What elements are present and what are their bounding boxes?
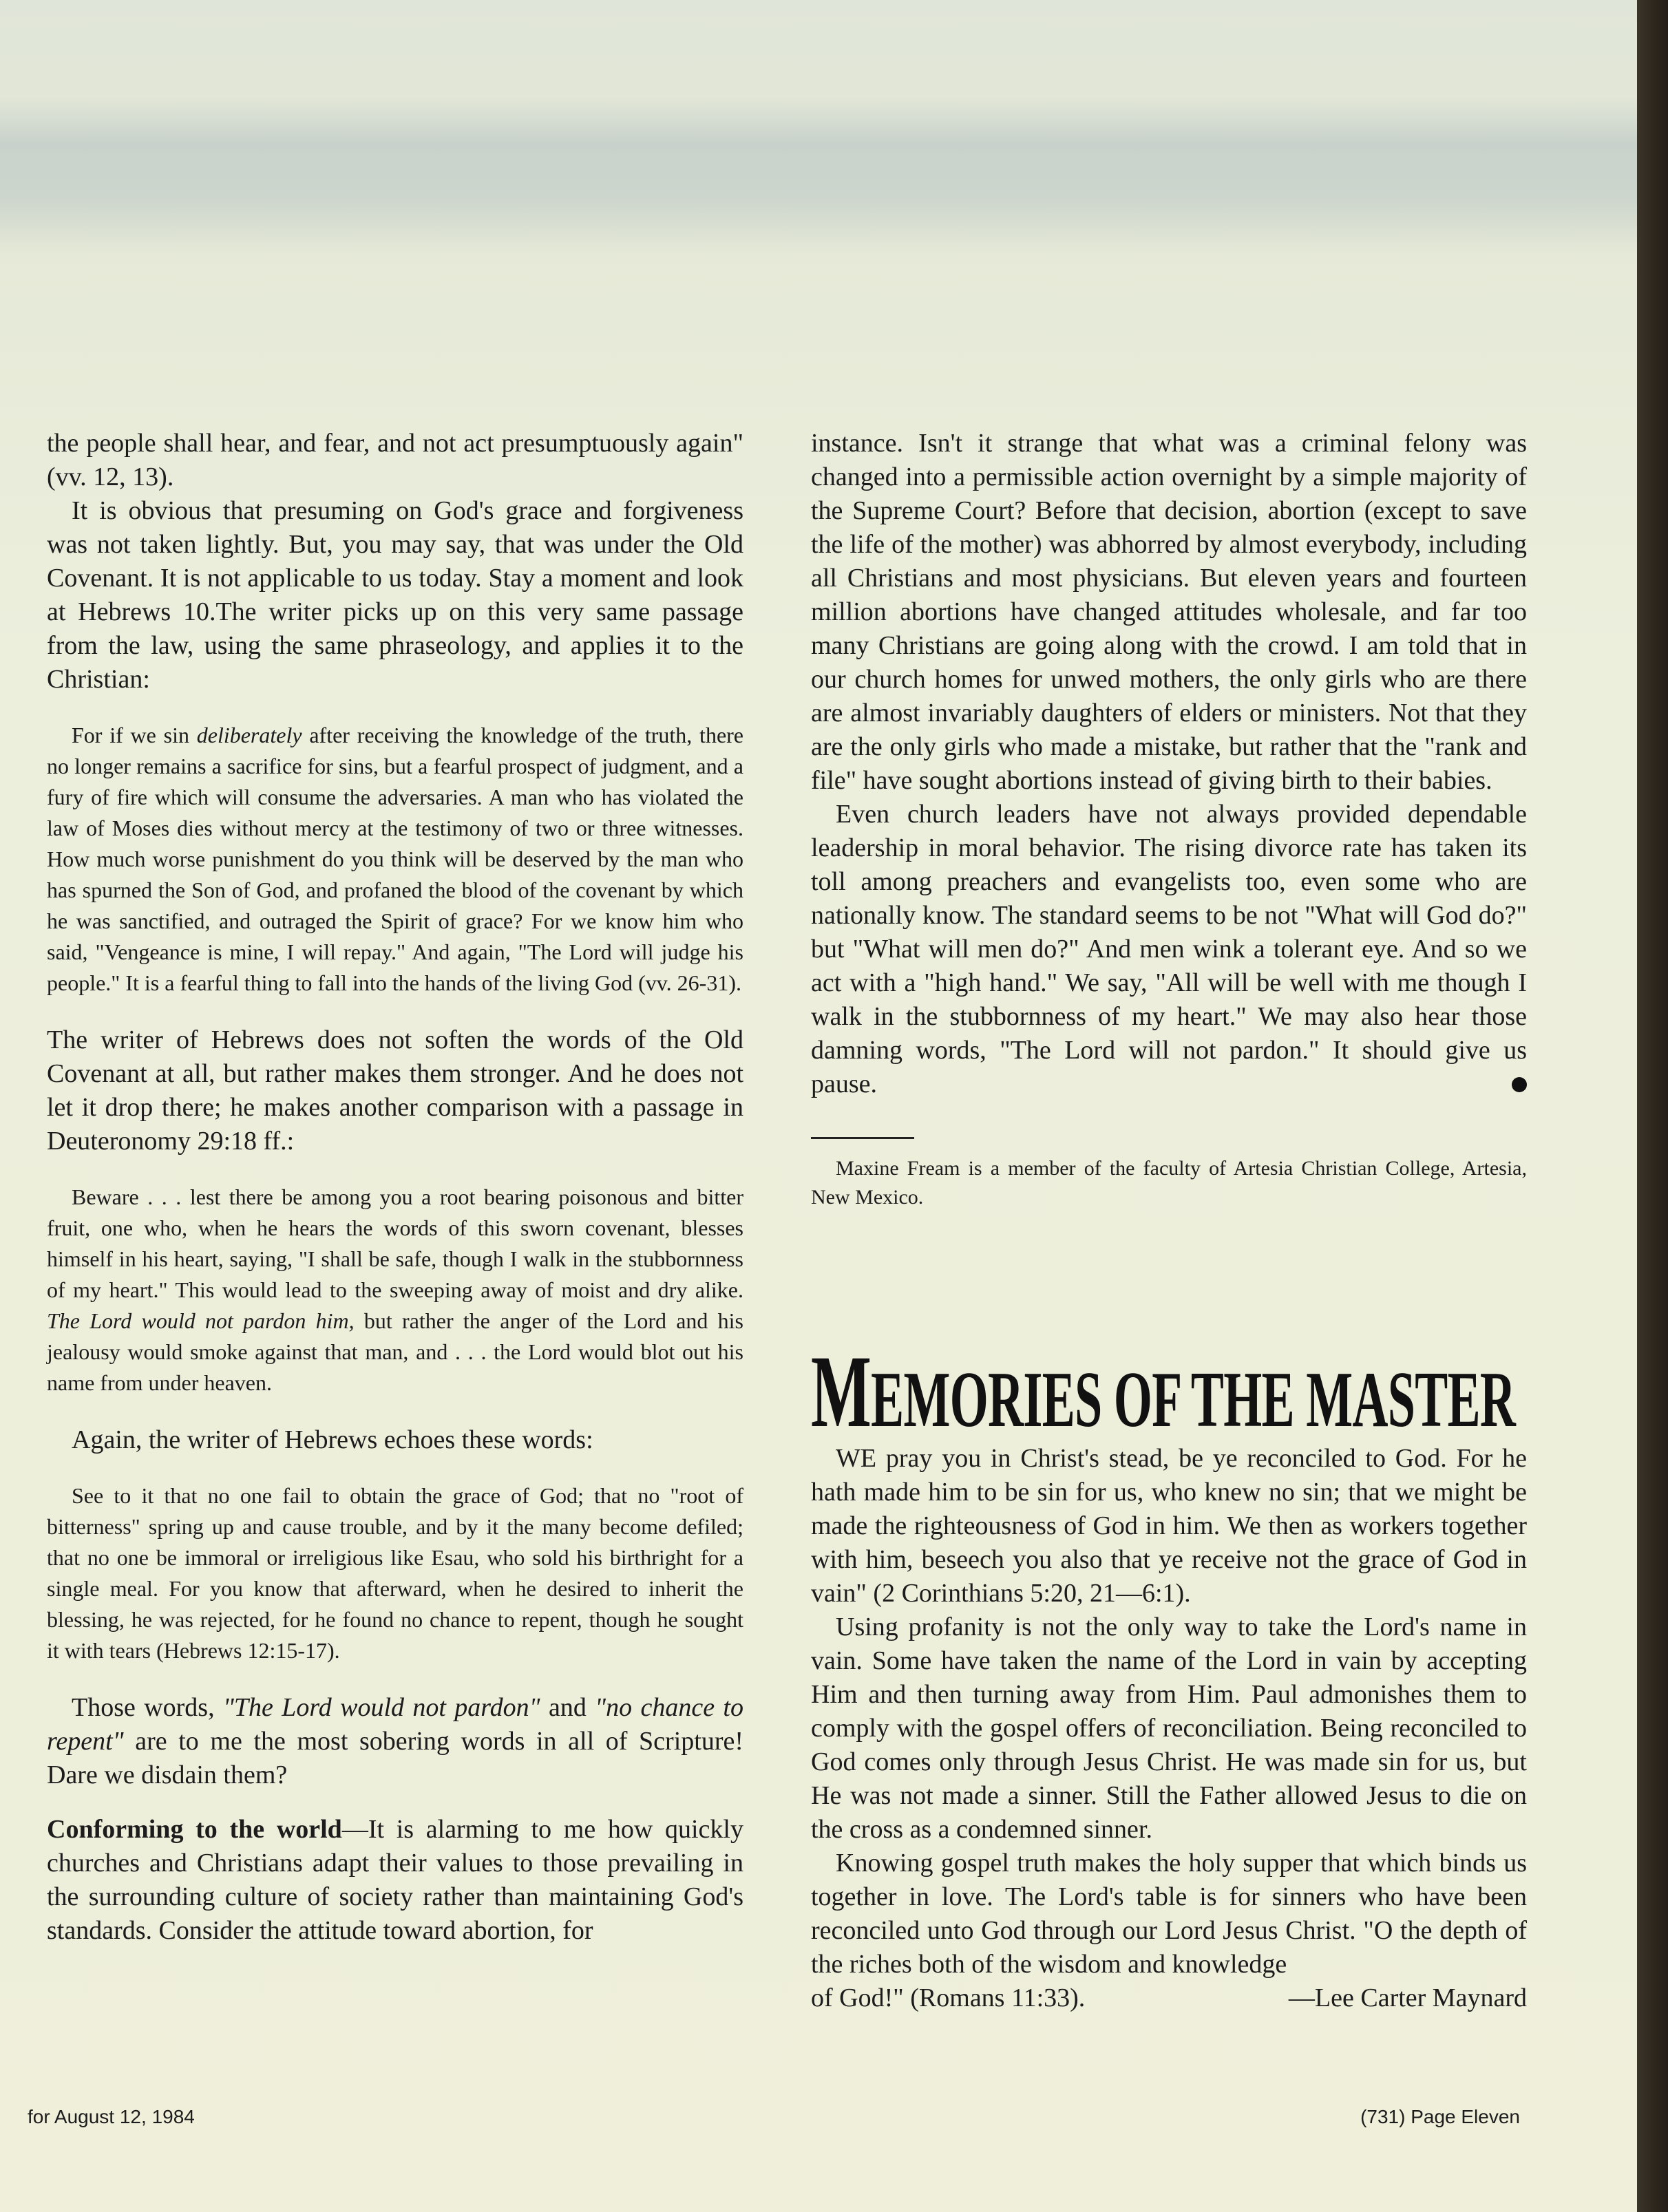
- left-paragraph-2: It is obvious that presuming on God's grace and forgiveness was not taken lightly. But, you may say, that was under the Old Covenant. It is not applicable to us today. Stay a moment and look at Hebrews 10.The writer picks up on this very same passage from the law, using the same phraseology, and applies it to the Christian:: [47, 496, 743, 694]
- left-column: [47, 427, 743, 1948]
- quote2-part-a: Beware . . . lest there be among you a root bearing poisonous and bitter fruit, one who, when he hears the words of this sworn covenant, blesses himself in his heart, saying, "I shall be safe, though I walk in the stubbornness of my heart." This would lead to the sweeping away of moist and dry alike.: [47, 1184, 743, 1302]
- right-paragraph-1: instance. Isn't it strange that what was a criminal felony was changed into a permissible action overnight by a simple majority of the Supreme Court? Before that decision, abortion (except to save the life of the mother) was abhorred by almost everybody, including all Christians and most physicians. But eleven years and fourteen million abortions have changed attitudes wholesale, and far too many Christians are going along with the crowd. I am told that in our church homes for unwed mothers, the only girls who are there are almost invariably daughters of elders or ministers. Not that they are the only girls who made a mistake, but rather that the "rank and file" have sought abortions instead of giving birth to their babies.: [811, 429, 1527, 795]
- p5-mid: and: [540, 1693, 595, 1722]
- title-rest: EMORIES OF THE MASTER: [871, 1356, 1516, 1444]
- block-quote-hebrews-10: [47, 720, 743, 999]
- memories-paragraph-3: Knowing gospel truth makes the holy supper that which binds us together in love. The Lord's table is for sinners who have been reconciled unto God through our Lord Jesus Christ. "O the depth of the riches both of the wisdom and knowledge: [811, 1849, 1527, 1979]
- block-quote-deuteronomy: [47, 1182, 743, 1399]
- quote2-part-b: but rather the anger of the Lord and his jealousy would smoke against that man, and . . . the Lord would blot out his name from under heaven.: [47, 1308, 744, 1395]
- p5-part-b: are to me the most sobering words in all of Scripture! Dare we disdain them?: [47, 1727, 743, 1789]
- page-edge-shadow: [1637, 0, 1668, 2212]
- block-quote-hebrews-12: See to it that no one fail to obtain the grace of God; that no "root of bitterness" spring up and cause trouble, and by it the many become defiled; that no one be immoral or irreligious like Esau, who sold his birthright for a single meal. For you know that afterward, when he desired to inherit the blessing, he was rejected, for he found no chance to repent, though he sought it with tears (Hebrews 12:15-17).: [47, 1483, 743, 1663]
- right-p2-text: Even church leaders have not always provided dependable leadership in moral behavior. The rising divorce rate has taken its toll among preachers and evangelists too, even some who are nationally know. The standard seems to be not "What will God do?" but "What will men do?" And men wink a tolerant eye. And so we act with a "high hand." We say, "All will be well with me though I walk in the stubbornness of my heart." We may also hear those damning words, "The Lord will not pardon." It should give us pause.: [811, 800, 1527, 1098]
- p5-emphasis-2: "no chance to repent": [47, 1693, 743, 1756]
- quote2-emphasis: The Lord would not pardon him,: [47, 1308, 355, 1333]
- author-signature: —Lee Carter Maynard: [1288, 1984, 1527, 2012]
- bio-divider: [811, 1137, 914, 1139]
- left-paragraph-4: Again, the writer of Hebrews echoes these words:: [72, 1425, 593, 1454]
- left-paragraph-5: [47, 1691, 743, 1792]
- memories-of-the-master-title: [811, 1332, 1527, 1449]
- quote1-part-a: For if we sin: [72, 723, 197, 747]
- memories-last-line: [811, 1981, 1527, 2015]
- memories-paragraph-2: Using profanity is not the only way to take the Lord's name in vain. Some have taken the name of the Lord in vain by accepting Him and then turning away from Him. Paul admonishes them to comply with the gospel offers of reconciliation. Being reconciled to God comes only through Jesus Christ. He was made sin for us, but He was not made a sinner. Still the Father allowed Jesus to die on the cross as a condemned sinner.: [811, 1613, 1527, 1844]
- p5-part-a: Those words,: [72, 1693, 223, 1722]
- footer-page-number: (731) Page Eleven: [1360, 2106, 1520, 2127]
- quote1-part-b: after receiving the knowledge of the truth, there no longer remains a sacrifice for sins, but a fearful prospect of judgment, and a fury of fire which will consume the adversaries. A man who has violated the law of Moses dies without mercy at the testimony of two or three witnesses. How much worse punishment do you think will be deserved by the man who has spurned the Son of God, and profaned the blood of the covenant by which he was sanctified, and outraged the Spirit of grace? For we know him who said, "Vengeance is mine, I will repay." And again, "The Lord will judge his people." It is a fearful thing to fall into the hands of the living God (vv. 26-31).: [47, 723, 744, 995]
- title-wrap: [811, 1332, 1515, 1451]
- footer-date: for August 12, 1984: [28, 2106, 195, 2127]
- right-column: [811, 427, 1527, 1212]
- memories-section: [811, 1442, 1527, 2015]
- faded-headline-band: [0, 96, 1637, 255]
- author-bio: Maxine Fream is a member of the faculty of Artesia Christian College, Artesia, New Mexico.: [811, 1157, 1527, 1209]
- p5-emphasis-1: "The Lord would not pardon": [222, 1693, 540, 1722]
- left-paragraph-1: the people shall hear, and fear, and not act presumptuously again" (vv. 12, 13).: [47, 429, 743, 491]
- quote1-emphasis: deliberately: [196, 723, 302, 747]
- left-paragraph-6: [47, 1813, 743, 1948]
- end-of-article-bullet-icon: [1512, 1077, 1527, 1092]
- p6-body: —It is alarming to me how quickly churches and Christians adapt their values to those prevailing in the surrounding culture of society rather than maintaining God's standards. Consider the attitude toward abortion, for: [47, 1815, 743, 1945]
- left-paragraph-3: The writer of Hebrews does not soften the words of the Old Covenant at all, but rather makes them stronger. And he does not let it drop there; he makes another comparison with a passage in Deuteronomy 29:18 ff.:: [47, 1025, 743, 1156]
- memories-paragraph-1: WE pray you in Christ's stead, be ye reconciled to God. For he hath made him to be sin for us, who knew no sin; that we might be made the righteousness of God in him. We then as workers together with him, beseech you also that ye receive not the grace of God in vain" (2 Corinthians 5:20, 21—6:1).: [811, 1444, 1527, 1608]
- title-initial: M: [811, 1334, 872, 1449]
- right-paragraph-2: [811, 798, 1527, 1101]
- memories-paragraph-3-end: of God!" (Romans 11:33).: [811, 1984, 1086, 2012]
- section-heading-conforming: Conforming to the world: [47, 1815, 342, 1844]
